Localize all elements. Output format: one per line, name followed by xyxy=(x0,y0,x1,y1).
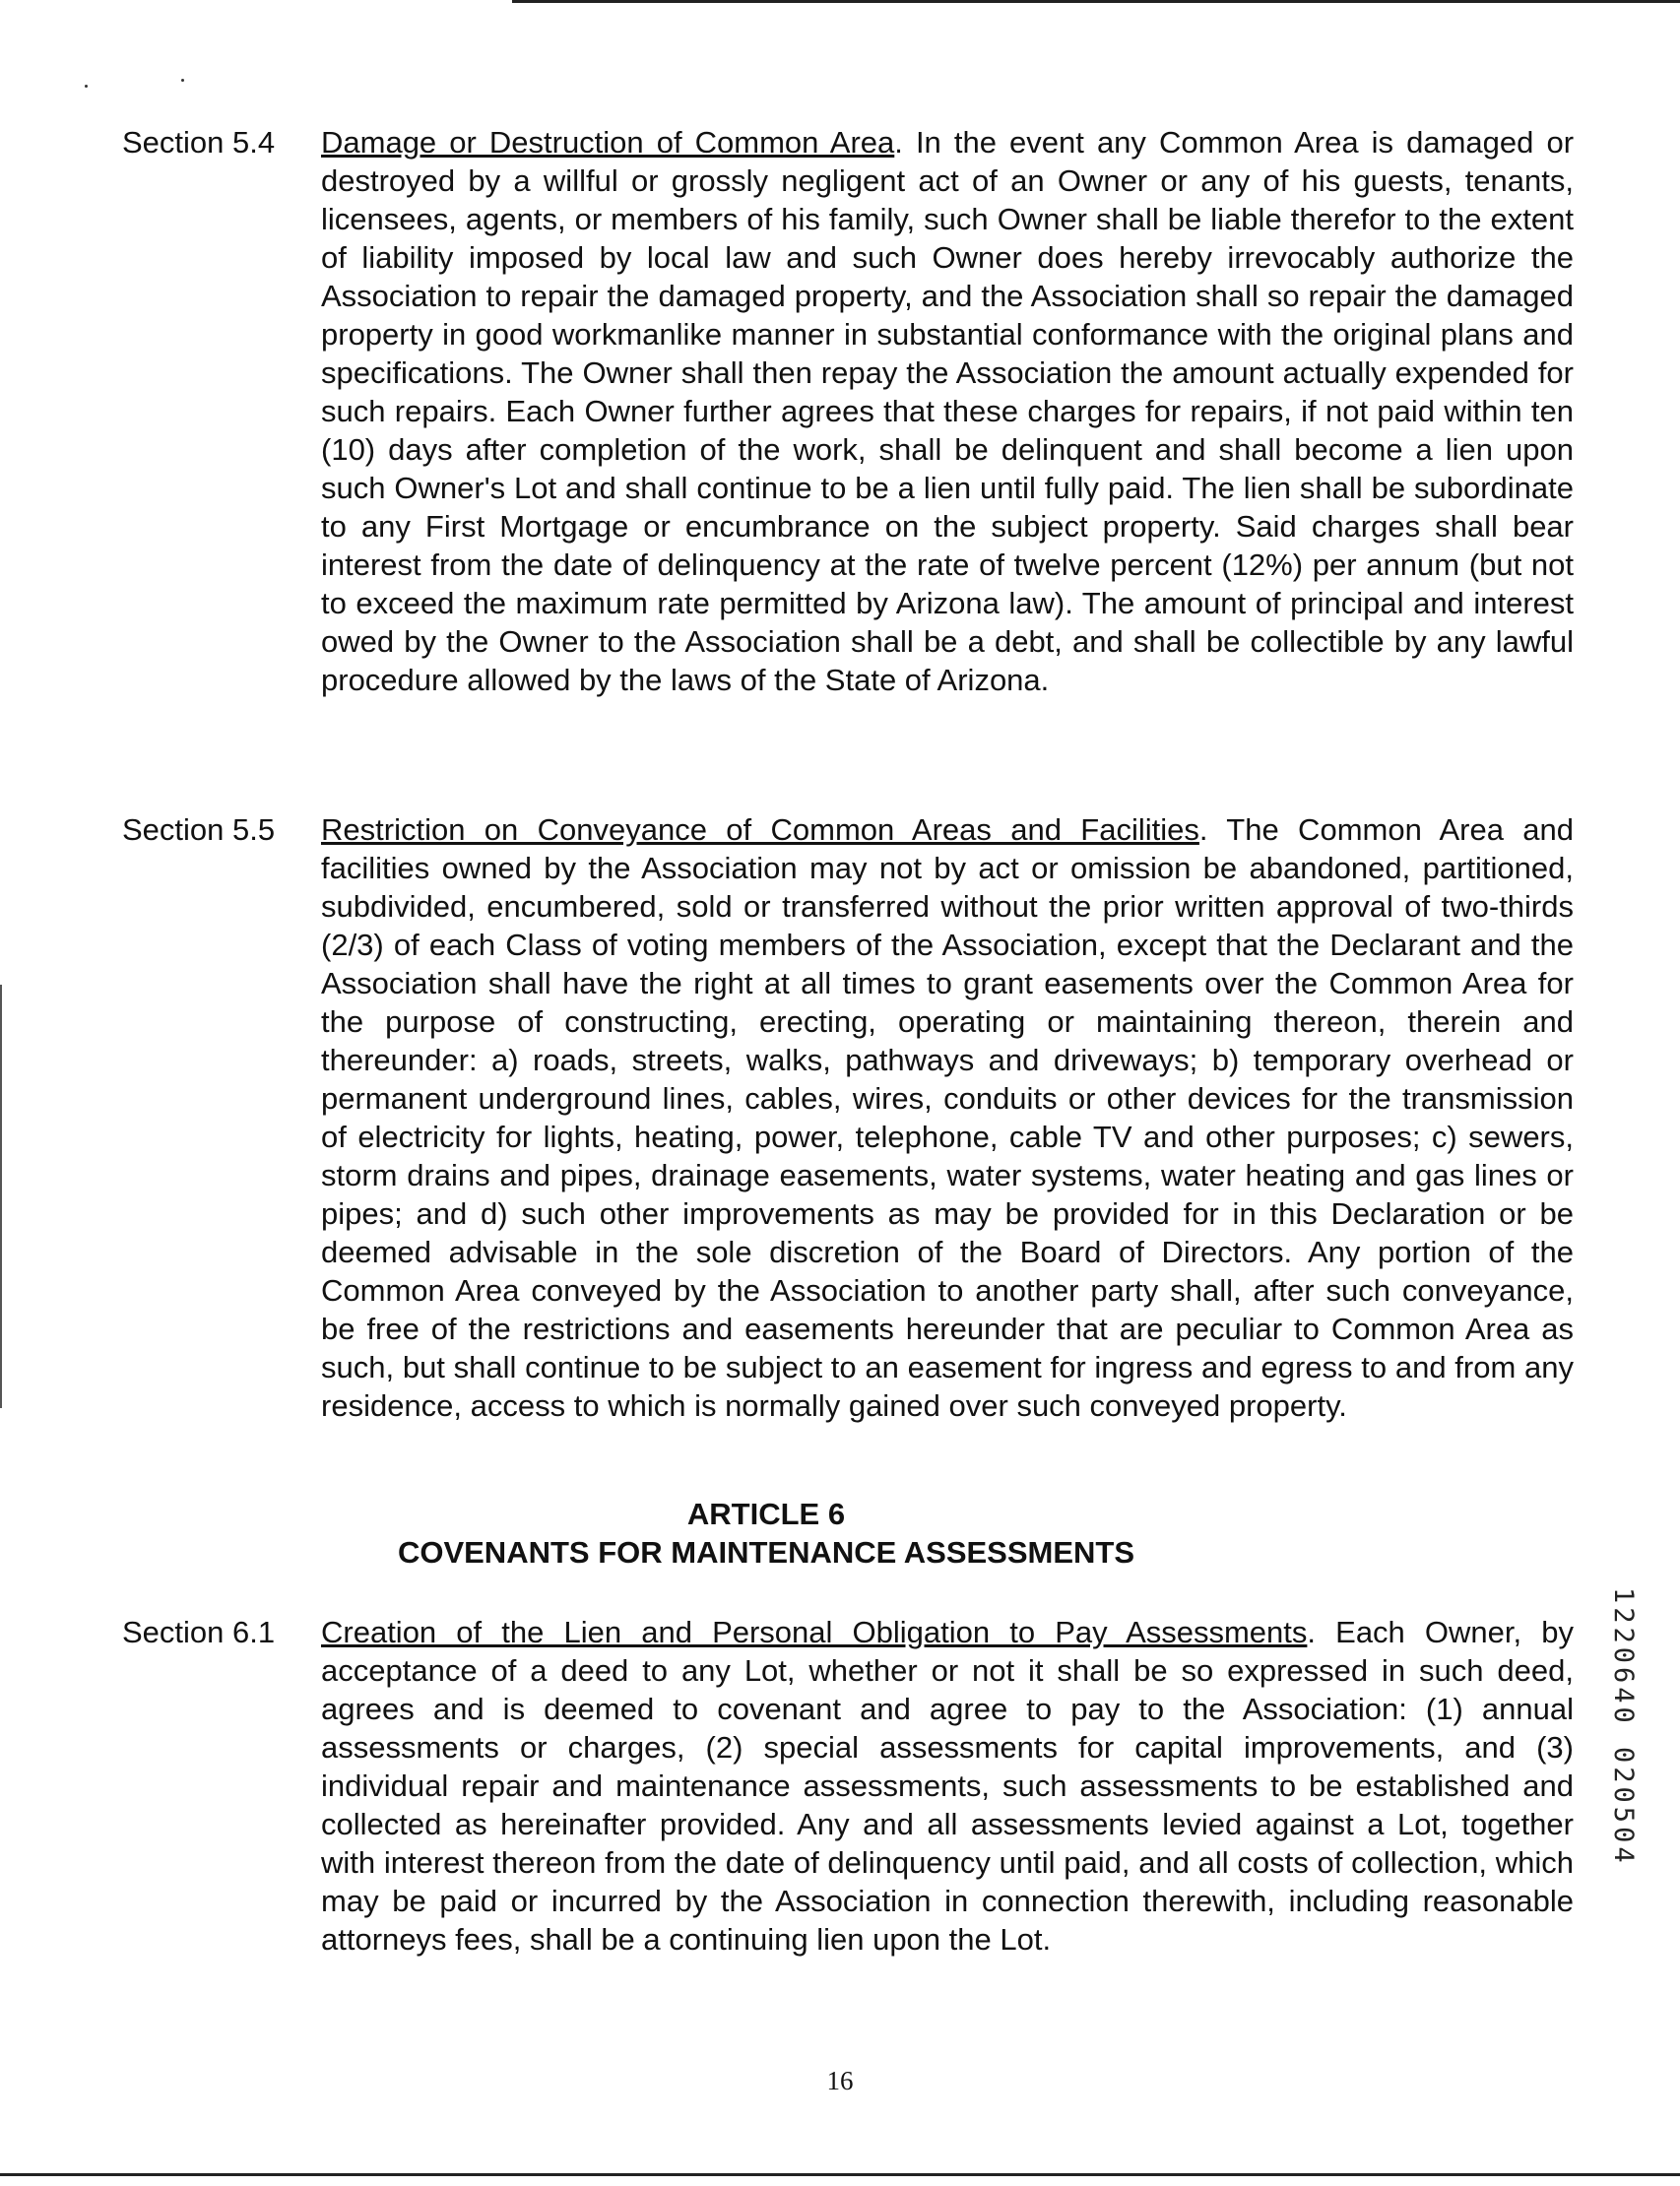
section-title: Restriction on Conveyance of Common Areas and Facilities xyxy=(321,812,1199,847)
page-number: 16 xyxy=(826,2066,854,2095)
recording-number-stamp xyxy=(1603,1587,1643,1867)
section-title: Damage or Destruction of Common Area xyxy=(321,125,895,160)
scan-speck xyxy=(181,79,184,82)
scan-speck xyxy=(85,85,88,88)
top-scan-rule xyxy=(512,0,1680,3)
section-body xyxy=(321,1613,1574,1959)
section-title: Creation of the Lien and Personal Obligation to Pay Assessments xyxy=(321,1615,1308,1649)
section-body xyxy=(321,123,1574,699)
section-text: . The Common Area and facilities owned by the Association may not by act or omission be abandoned, partitioned, subdivided, encumbered, sold or transferred without the prior written approval of two-thirds (2/3) of each Class of voting members of the Association, except that the Declarant and the Association shall have the right at all times to grant easements over the Common Area for the purpose of constructing, erecting, operating or maintaining thereon, therein and thereunder: a) roads, streets, walks, pathways and driveways; b) temporary overhead or permanent underground lines, cables, wires, conduits or other devices for the transmission of electricity for lights, heating, power, telephone, cable TV and other purposes; c) sewers, storm drains and pipes, drainage easements, water systems, water heating and gas lines or pipes; and d) such other improvements as may be provided for in this Declaration or be deemed advisable in the sole discretion of the Board of Directors. Any portion of the Common Area conveyed by the Association to another party shall, after such conveyance, be free of the restrictions and easements hereunder that are peculiar to Common Area as such, but shall continue to be subject to an easement for ingress and egress to and from any residence, access to which is normally gained over such conveyed property. xyxy=(321,812,1575,1423)
section-label: Section 6.1 xyxy=(122,1615,276,1649)
article-number: ARTICLE 6 xyxy=(686,1497,846,1531)
bottom-scan-rule xyxy=(0,2173,1680,2176)
section-text: . Each Owner, by acceptance of a deed to any Lot, whether or not it shall be so expressed in such deed, agrees and is deemed to covenant and agree to pay to the Association: (1) annual assessments or charges, (2) special assessments for capital improvements, and (3) individual repair and maintenance assessments, such assessments to be established and collected as hereinafter provided. Any and all assessments levied against a Lot, together with interest thereon from the date of delinquency until paid, and all costs of collection, which may be paid or incurred by the Association in connection therewith, including reasonable attorneys fees, shall be a continuing lien upon the Lot. xyxy=(321,1615,1574,1957)
left-scan-edge xyxy=(0,985,2,1408)
article-heading xyxy=(0,1495,1680,1572)
section-label: Section 5.4 xyxy=(122,125,276,160)
article-title: COVENANTS FOR MAINTENANCE ASSESSMENTS xyxy=(397,1535,1135,1570)
section-label: Section 5.5 xyxy=(122,812,276,847)
recording-number: 1220640 020504 xyxy=(1608,1587,1639,1867)
section-body xyxy=(321,810,1574,1425)
section-text: . In the event any Common Area is damaged or destroyed by a willful or grossly negligent act of an Owner or any of his guests, tenants, licensees, agents, or members of his family, such Owner shall be liable therefor to the extent of liability imposed by local law and such Owner does hereby irrevocably authorize the Association to repair the damaged property, and the Association shall so repair the damaged property in good workmanlike manner in substantial conformance with the original plans and specifications. The Owner shall then repay the Association the amount actually expended for such repairs. Each Owner further agrees that these charges for repairs, if not paid within ten (10) days after completion of the work, shall be delinquent and shall become a lien upon such Owner's Lot and shall continue to be a lien until fully paid. The lien shall be subordinate to any First Mortgage or encumbrance on the subject property. Said charges shall bear interest from the date of delinquency at the rate of twelve percent (12%) per annum (but not to exceed the maximum rate permitted by Arizona law). The amount of principal and interest owed by the Owner to the Association shall be a debt, and shall be collectible by any lawful procedure allowed by the laws of the State of Arizona. xyxy=(321,125,1575,697)
